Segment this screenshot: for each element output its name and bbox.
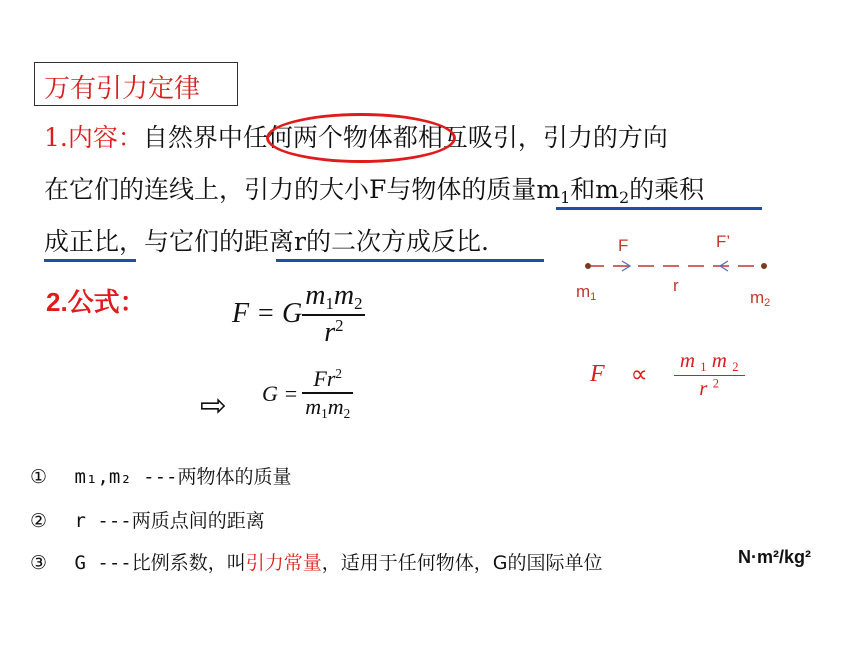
si-unit: N·m²/kg² (738, 547, 811, 567)
main-formula (232, 280, 365, 349)
prop-den-exp: 2 (712, 376, 720, 391)
g-den-sub2: 2 (343, 405, 351, 421)
m1-m: m (576, 282, 591, 301)
note-marker: ① (30, 466, 48, 488)
mass-point-1 (585, 263, 591, 269)
formula-label: 2.公式： (46, 287, 146, 317)
note-symbol: r (74, 510, 86, 532)
underline-proportional (44, 259, 136, 262)
num-sub2: 2 (354, 294, 363, 314)
prop-den-r: r (699, 376, 708, 401)
m2-m: m (750, 288, 765, 307)
den-exp: 2 (335, 315, 344, 335)
main-formula-fraction (302, 280, 365, 349)
underline-product (556, 207, 762, 210)
line2-part-a: 在它们的连线上，引力的大小F与物体的质量m (44, 175, 561, 204)
prop-f: F (590, 361, 605, 388)
line2-sub-1: 1 (560, 188, 571, 207)
den-r: r (324, 316, 336, 348)
line2-part-b: 和m (570, 175, 619, 204)
underline-inverse (276, 259, 544, 262)
proportional-symbol: ∝ (630, 362, 648, 389)
diagram-label-m2 (750, 288, 770, 309)
g-den-m1: m (305, 393, 322, 419)
note-text-a: 比例系数，叫 (131, 552, 246, 574)
line2-part-c: 的乘积 (629, 175, 705, 204)
g-formula (262, 366, 353, 421)
note-marker: ③ (30, 552, 48, 574)
g-num-exp: 2 (335, 366, 343, 382)
implies-arrow-icon: ⇨ (200, 386, 227, 424)
proportional-formula (590, 348, 745, 401)
line1-post: 都相互吸引，引力的方向 (392, 123, 668, 152)
num-m2: m (333, 280, 355, 311)
note-item-2 (30, 506, 265, 533)
note-dash: --- (85, 552, 132, 574)
prop-num-sub1: 1 (700, 359, 707, 374)
note-dash: --- (85, 510, 132, 532)
prop-num-m1: m (679, 348, 695, 372)
note-symbol: G (74, 552, 86, 574)
line1-highlight: 任何两个物体 (242, 123, 393, 152)
diagram-label-f: F (618, 236, 629, 255)
note-text-b: ，适用于任何物体，G的国际单位 (321, 552, 603, 574)
m1-sub: 1 (590, 291, 597, 303)
main-formula-lhs: F = G (232, 298, 303, 330)
content-line-3: 成正比，与它们的距离r的二次方成反比. (44, 227, 489, 256)
prop-num-sub2: 2 (732, 359, 739, 374)
prop-num-m2: m (711, 348, 727, 372)
content-line-2 (44, 170, 704, 207)
line2-sub-2: 2 (618, 188, 630, 207)
mass-point-2 (761, 263, 767, 269)
line1-pre: 自然界中 (142, 123, 243, 152)
note-item-1 (30, 462, 291, 489)
num-m1: m (305, 280, 326, 311)
g-den-m2: m (327, 393, 344, 419)
g-formula-lhs: G = (262, 380, 299, 406)
m2-sub: 2 (764, 297, 771, 309)
diagram-label-m1 (576, 282, 596, 303)
note-text-highlight: 引力常量 (245, 552, 322, 574)
content-label: 1.内容： (44, 123, 143, 152)
prop-fraction (674, 348, 745, 401)
note-item-3 (30, 548, 602, 575)
diagram-label-f-prime: F’ (716, 232, 731, 251)
highlight-ellipse (266, 113, 456, 163)
note-text: 两质点间的距离 (131, 510, 265, 532)
note-dash: --- (131, 466, 178, 488)
note-text: 两物体的质量 (177, 466, 292, 488)
g-num: Fr (313, 366, 336, 391)
g-den-sub1: 1 (321, 405, 328, 421)
note-marker: ② (30, 510, 48, 532)
g-formula-fraction (302, 366, 353, 421)
note-symbol: m₁,m₂ (74, 466, 132, 488)
section-title: 万有引力定律 (44, 74, 201, 104)
num-sub1: 1 (325, 294, 334, 314)
diagram-label-r: r (673, 276, 679, 295)
